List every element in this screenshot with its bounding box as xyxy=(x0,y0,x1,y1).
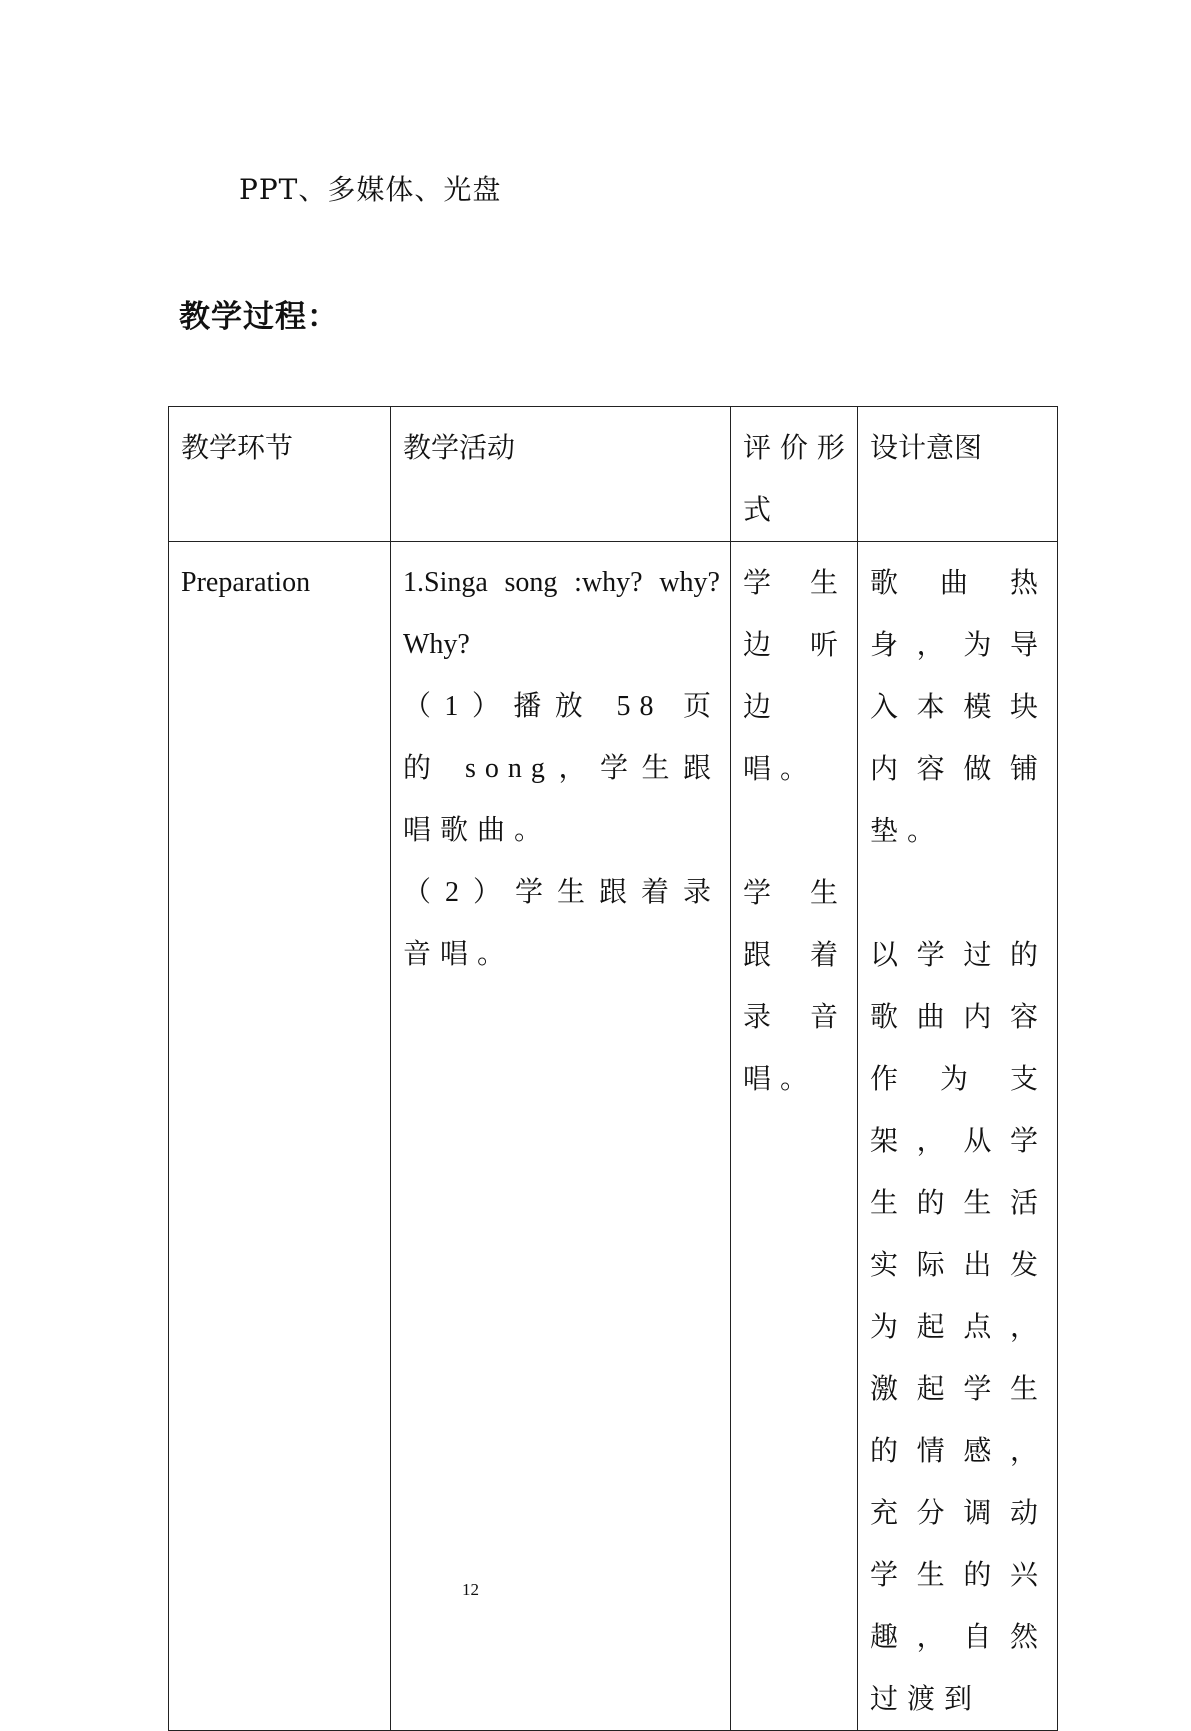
cell-evaluation xyxy=(731,542,858,1731)
cell-stage: Preparation xyxy=(169,542,391,1731)
table-header-row xyxy=(169,407,1058,542)
intent-1: 歌曲热身，为导入本模块内容做铺垫。 xyxy=(870,566,1047,847)
cell-intent xyxy=(858,542,1058,1731)
table-row xyxy=(169,542,1058,1731)
activity-title: 1.Singa song :why? why? Why? xyxy=(403,567,720,660)
activity-step-1: （1）播放 58 页的 song，学生跟唱歌曲。 xyxy=(403,691,720,846)
evaluation-1: 学生边听边唱。 xyxy=(743,566,847,785)
header-intent: 设计意图 xyxy=(858,407,1058,542)
header-activity: 教学活动 xyxy=(391,407,731,542)
header-stage: 教学环节 xyxy=(169,407,391,542)
teaching-materials: PPT、多媒体、光盘 xyxy=(239,173,502,206)
intent-2: 以学过的歌曲内容作为支架，从学生的生活实际出发为起点，激起学生的情感，充分调动学生的兴趣，自然过渡到 xyxy=(870,938,1047,1715)
page-number: 12 xyxy=(462,1580,479,1599)
activity-step-2: （2）学生跟着录音唱。 xyxy=(403,877,720,970)
evaluation-2: 学生跟着录音唱。 xyxy=(743,876,847,1095)
lesson-table xyxy=(168,406,1058,1731)
cell-activity xyxy=(391,542,731,1731)
header-evaluation: 评 价 形 式 xyxy=(731,407,858,542)
section-heading: 教学过程： xyxy=(179,299,339,335)
